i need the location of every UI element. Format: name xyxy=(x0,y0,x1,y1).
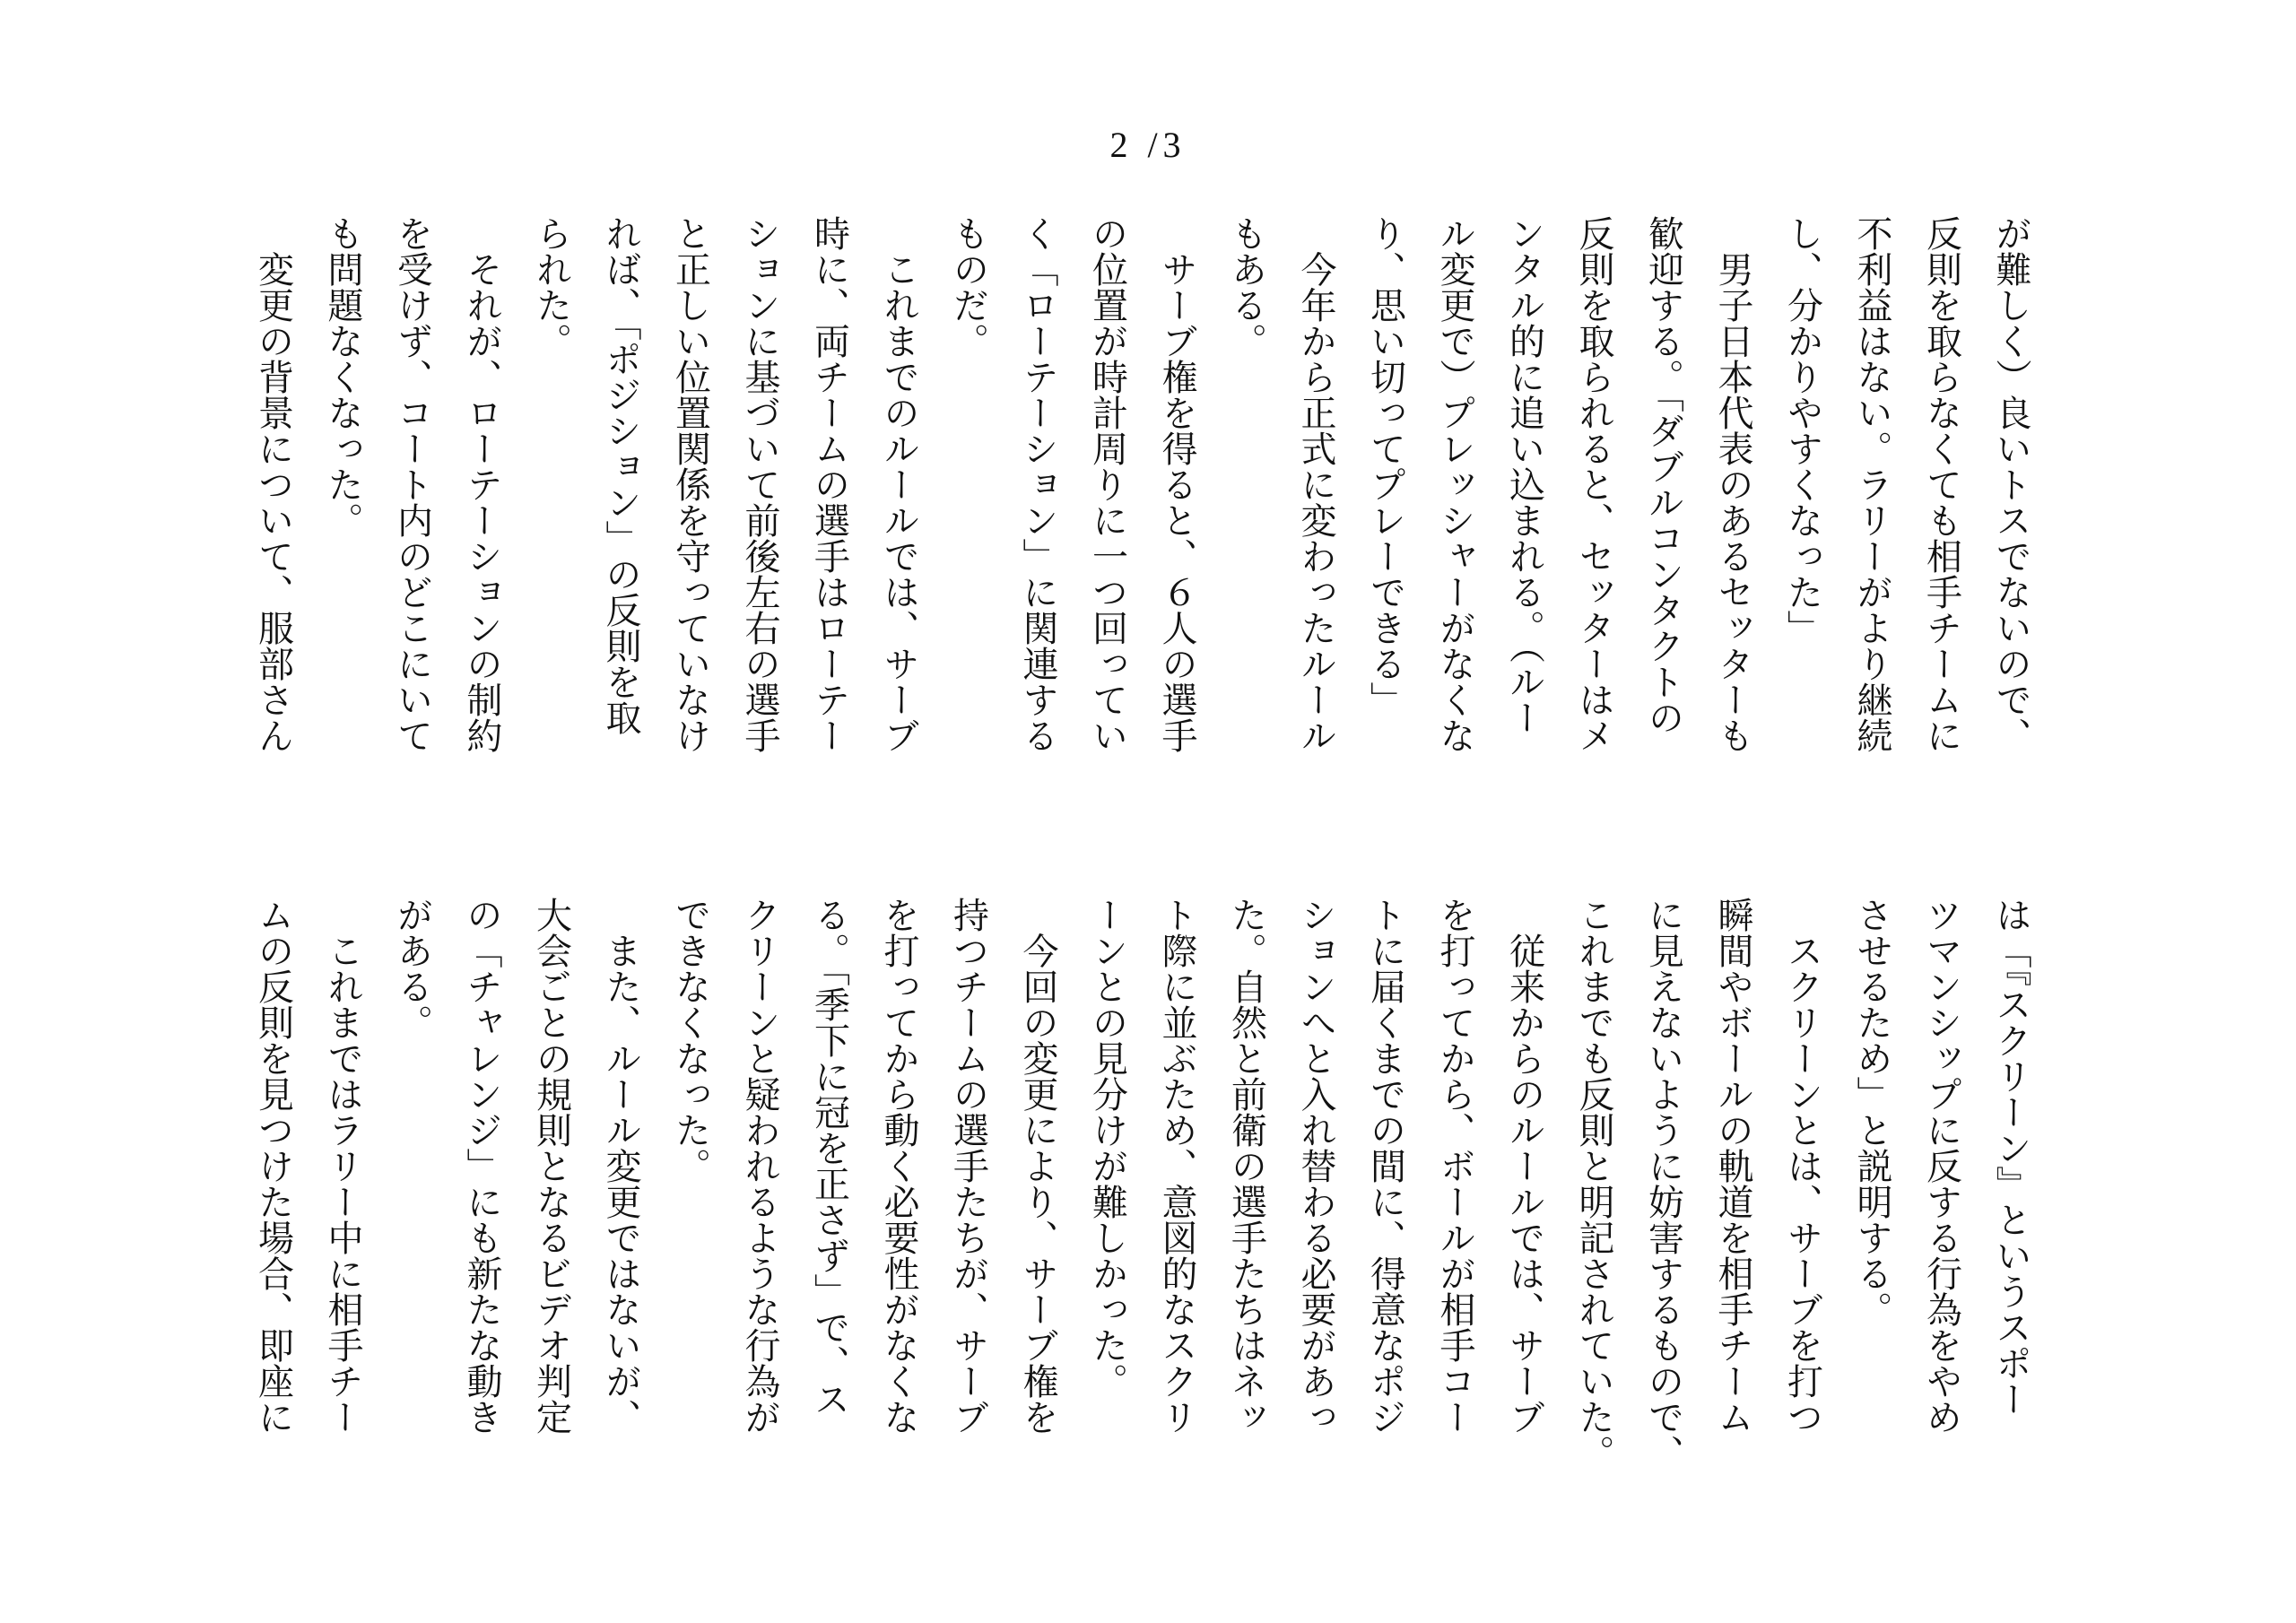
article-text-upper: が難しく）良いトスでないので、 反則を取らなくても相手チームに 不利益はない。ラリーがより継続 し、分かりやすくなった」 男子日本代表のあるセッターも 歓迎する。「ダブルコンタクトの 反則を取られると、セッターはメ ンタル的に追い込まれる。（ルー ル変更で）プレッシャーがなくな り、思い切ってプレーできる」 今年から正式に変わったルール もある。 サーブ権を得ると、６人の選手 の位置が時計周りに一つ回ってい く「ローテーション」に関連する ものだ。 これまでのルールでは、サーブ 時に、両チームの選手はローテー ションに基づいて前後左右の選手 と正しい位置関係を守っていなけ れば、「ポジション」の反則を取 られた。 それが、ローテーションの制約 を受けず、コート内のどこにいて も問題なくなった。 変更の背景について、服部さん xyxy=(252,215,2031,753)
article-text-lower: は「『スクリーン』というスポー ツマンシップに反する行為をやめ させるため」と説明する。 スクリーンとは、サーブを打つ 瞬間やボールの軌道を相手チーム に見えないように妨害するもので、 これまでも反則と明記されていた。 従来からのルールでは、サーブ を打ってから、ボールが相手コー トに届くまでの間に、得意なポジ ションへと入れ替わる必要があっ た。自然と前衛の選手たちはネッ ト際に並ぶため、意図的なスクリ ーンとの見分けが難しかった。 今回の変更により、サーブ権を 持つチームの選手たちが、サーブ を打ってから動く必要性がなくな る。「季下に冠を正さず」で、ス クリーンと疑われるような行為が できなくなった。 また、ルール変更ではないが、 大会ごとの規則となるビデオ判定 の「チャレンジ」にも新たな動き がある。 これまではラリー中に相手チー ムの反則を見つけた場合、即座に xyxy=(252,897,2031,1471)
page-number: 2 /3 xyxy=(1109,125,1187,165)
